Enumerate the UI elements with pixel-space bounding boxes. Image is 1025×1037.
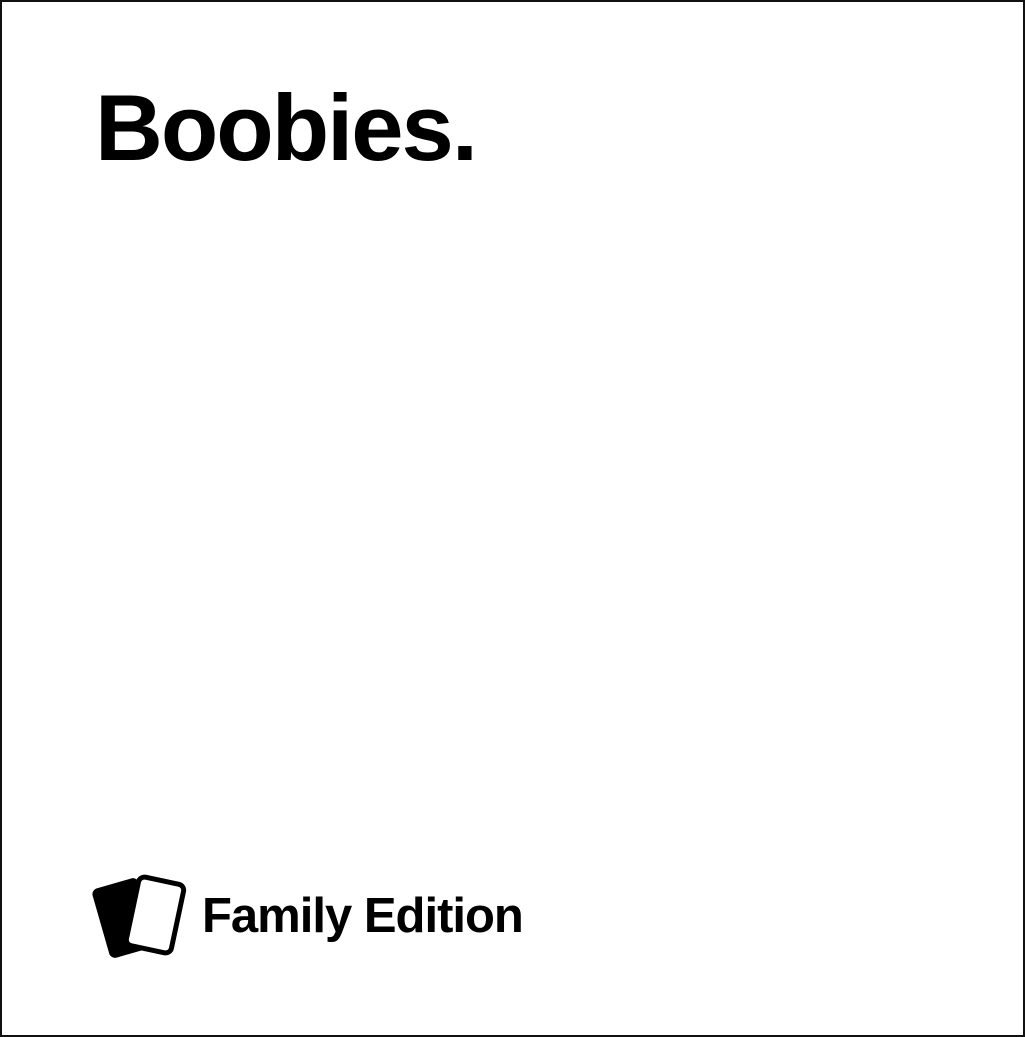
card-text: Boobies. [95, 75, 476, 180]
card-footer [92, 870, 523, 962]
cards-stack-icon [92, 870, 188, 962]
edition-label: Family Edition [202, 889, 523, 943]
